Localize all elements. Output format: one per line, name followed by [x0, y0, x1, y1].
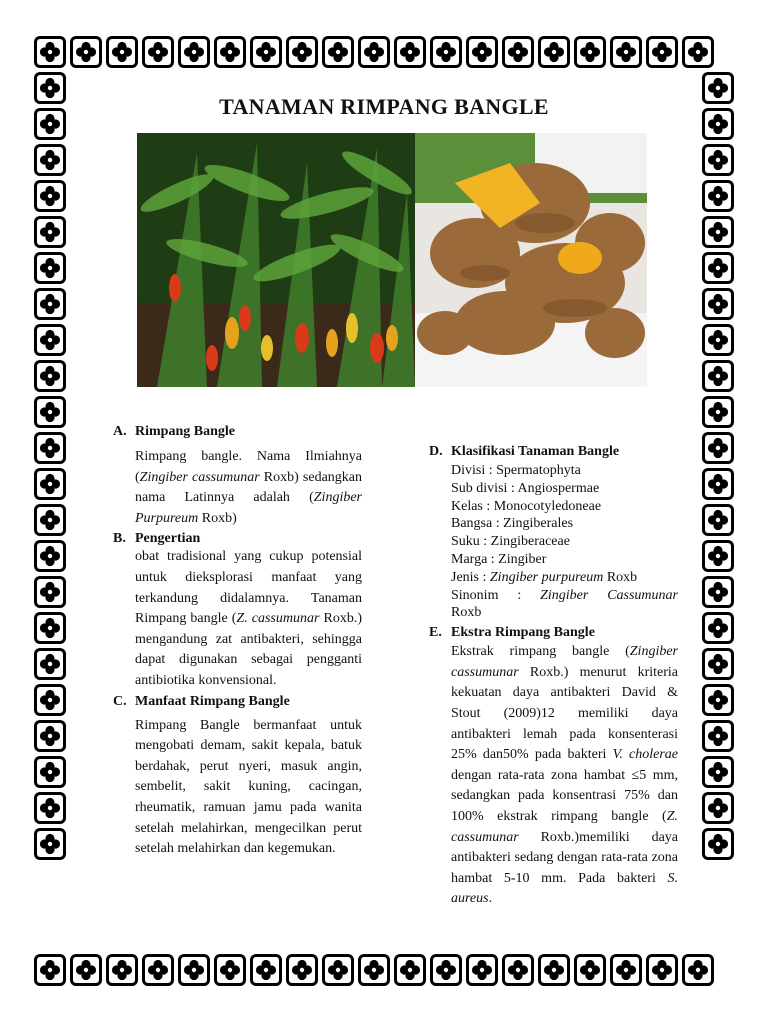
left-column: [113, 424, 362, 860]
section-b-heading: B. Pengertian: [113, 531, 201, 547]
border-flower-icon: [430, 36, 462, 68]
border-flower-icon: [702, 144, 734, 176]
section-c-text: Rimpang Bangle bermanfaat untuk mengobati demam, sakit kepala, batuk berdahak, perut nyeri, masuk angin, sembelit, sakit kuning, cacingan, rheumatik, ramuan jamu pada wanita setelah melahirkan, mengecilkan perut setelah melahirkan dan kegemukan.: [135, 717, 362, 857]
section-a-text: Rimpang bangle. Nama Ilmiahnya (Zingiber cassumunar Roxb) sedangkan nama Latinnya adalah (Zingiber Purpureum Roxb): [135, 449, 362, 526]
section-c-heading: C. Manfaat Rimpang Bangle: [113, 693, 290, 709]
border-flower-icon: [106, 954, 138, 986]
section-b-text: obat tradisional yang cukup potensial untuk dieksplorasi manfaat yang terkandung didalamnya. Tanaman Rimpang bangle (Z. cassumunar Roxb.) mengandung zat antibakteri, sehingga dapat digunakan sebagai pengganti antibiotika konvensional.: [135, 549, 362, 688]
section-a-heading: A. Rimpang Bangle: [113, 424, 235, 439]
classification-sinonim-suffix: Roxb: [451, 605, 482, 621]
border-flower-icon: [106, 36, 138, 68]
bangle-plant-photo: [137, 133, 415, 387]
border-flower-icon: [430, 954, 462, 986]
classification-suku: Suku : Zingiberaceae: [451, 534, 570, 550]
classification-list: [429, 462, 678, 622]
border-flower-icon: [34, 432, 66, 464]
border-flower-icon: [702, 792, 734, 824]
border-flower-icon: [286, 36, 318, 68]
border-flower-icon: [178, 36, 210, 68]
section-d-heading: D. Klasifikasi Tanaman Bangle: [429, 444, 620, 459]
border-flower-icon: [214, 36, 246, 68]
border-flower-icon: [702, 288, 734, 320]
border-flower-icon: [502, 36, 534, 68]
border-flower-icon: [646, 36, 678, 68]
border-flower-icon: [466, 954, 498, 986]
border-flower-icon: [34, 216, 66, 248]
border-flower-icon: [34, 144, 66, 176]
border-flower-icon: [702, 180, 734, 212]
border-flower-icon: [286, 954, 318, 986]
classification-kelas: Kelas : Monocotyledoneae: [451, 498, 602, 514]
border-flower-icon: [34, 180, 66, 212]
right-column: [429, 444, 678, 910]
classification-bangsa: Bangsa : Zingiberales: [451, 516, 574, 532]
border-flower-icon: [466, 36, 498, 68]
decorative-border-top: [34, 36, 714, 68]
border-flower-icon: [34, 648, 66, 680]
border-flower-icon: [702, 360, 734, 392]
border-flower-icon: [34, 36, 66, 68]
border-flower-icon: [358, 36, 390, 68]
classification-jenis: Jenis : Zingiber purpureum Roxb: [451, 569, 638, 585]
border-flower-icon: [702, 468, 734, 500]
border-flower-icon: [34, 756, 66, 788]
border-flower-icon: [702, 684, 734, 716]
border-flower-icon: [394, 36, 426, 68]
border-flower-icon: [538, 954, 570, 986]
border-flower-icon: [142, 36, 174, 68]
border-flower-icon: [34, 954, 66, 986]
border-flower-icon: [702, 432, 734, 464]
border-flower-icon: [358, 954, 390, 986]
border-flower-icon: [34, 288, 66, 320]
border-flower-icon: [610, 954, 642, 986]
page-title: TANAMAN RIMPANG BANGLE: [219, 94, 549, 119]
border-flower-icon: [610, 36, 642, 68]
border-flower-icon: [702, 720, 734, 752]
classification-divisi: Divisi : Spermatophyta: [451, 463, 581, 478]
border-flower-icon: [322, 36, 354, 68]
border-flower-icon: [682, 36, 714, 68]
border-flower-icon: [34, 828, 66, 860]
section-e-heading: E. Ekstra Rimpang Bangle: [429, 625, 595, 641]
border-flower-icon: [70, 954, 102, 986]
section-e-text: Ekstrak rimpang bangle (Zingiber cassumunar Roxb.) menurut kriteria kekuatan daya antibakteri David & Stout (2009)12 memiliki daya antibakteri lemah pada konsenterasi 25% dan50% pada bakteri V. cholerae dengan rata-rata zona hambat ≤5 mm, sedangkan pada konsentrasi 75% dan 100% ekstrak rimpang bangle (Z. cassumunar Roxb.)memiliki daya antibakteri sedang dengan rata-rata zona hambat 5-10 mm. Pada bakteri S. aureus.: [451, 644, 678, 907]
classification-marga: Marga : Zingiber: [451, 551, 547, 567]
border-flower-icon: [142, 954, 174, 986]
border-flower-icon: [322, 954, 354, 986]
border-flower-icon: [34, 792, 66, 824]
border-flower-icon: [34, 360, 66, 392]
bangle-rhizome-photo: [415, 133, 647, 387]
decorative-border-right: [702, 72, 734, 860]
border-flower-icon: [702, 756, 734, 788]
border-flower-icon: [538, 36, 570, 68]
border-flower-icon: [574, 954, 606, 986]
border-flower-icon: [502, 954, 534, 986]
border-flower-icon: [702, 396, 734, 428]
border-flower-icon: [394, 954, 426, 986]
border-flower-icon: [702, 648, 734, 680]
border-flower-icon: [34, 720, 66, 752]
border-flower-icon: [34, 396, 66, 428]
border-flower-icon: [702, 504, 734, 536]
border-flower-icon: [34, 540, 66, 572]
border-flower-icon: [70, 36, 102, 68]
border-flower-icon: [702, 540, 734, 572]
classification-sinonim: Sinonim : Zingiber Cassumunar: [451, 587, 678, 603]
border-flower-icon: [682, 954, 714, 986]
border-flower-icon: [250, 954, 282, 986]
border-flower-icon: [214, 954, 246, 986]
decorative-border-bottom: [34, 954, 714, 986]
border-flower-icon: [702, 216, 734, 248]
border-flower-icon: [34, 612, 66, 644]
border-flower-icon: [702, 828, 734, 860]
classification-subdivisi: Sub divisi : Angiospermae: [451, 480, 600, 496]
border-flower-icon: [34, 504, 66, 536]
border-flower-icon: [34, 324, 66, 356]
border-flower-icon: [574, 36, 606, 68]
border-flower-icon: [646, 954, 678, 986]
border-flower-icon: [250, 36, 282, 68]
border-flower-icon: [702, 612, 734, 644]
border-flower-icon: [178, 954, 210, 986]
border-flower-icon: [34, 576, 66, 608]
border-flower-icon: [702, 324, 734, 356]
border-flower-icon: [702, 576, 734, 608]
border-flower-icon: [34, 684, 66, 716]
decorative-border-left: [34, 72, 66, 860]
border-flower-icon: [34, 468, 66, 500]
border-flower-icon: [34, 252, 66, 284]
photo-strip: [137, 133, 647, 387]
border-flower-icon: [702, 252, 734, 284]
